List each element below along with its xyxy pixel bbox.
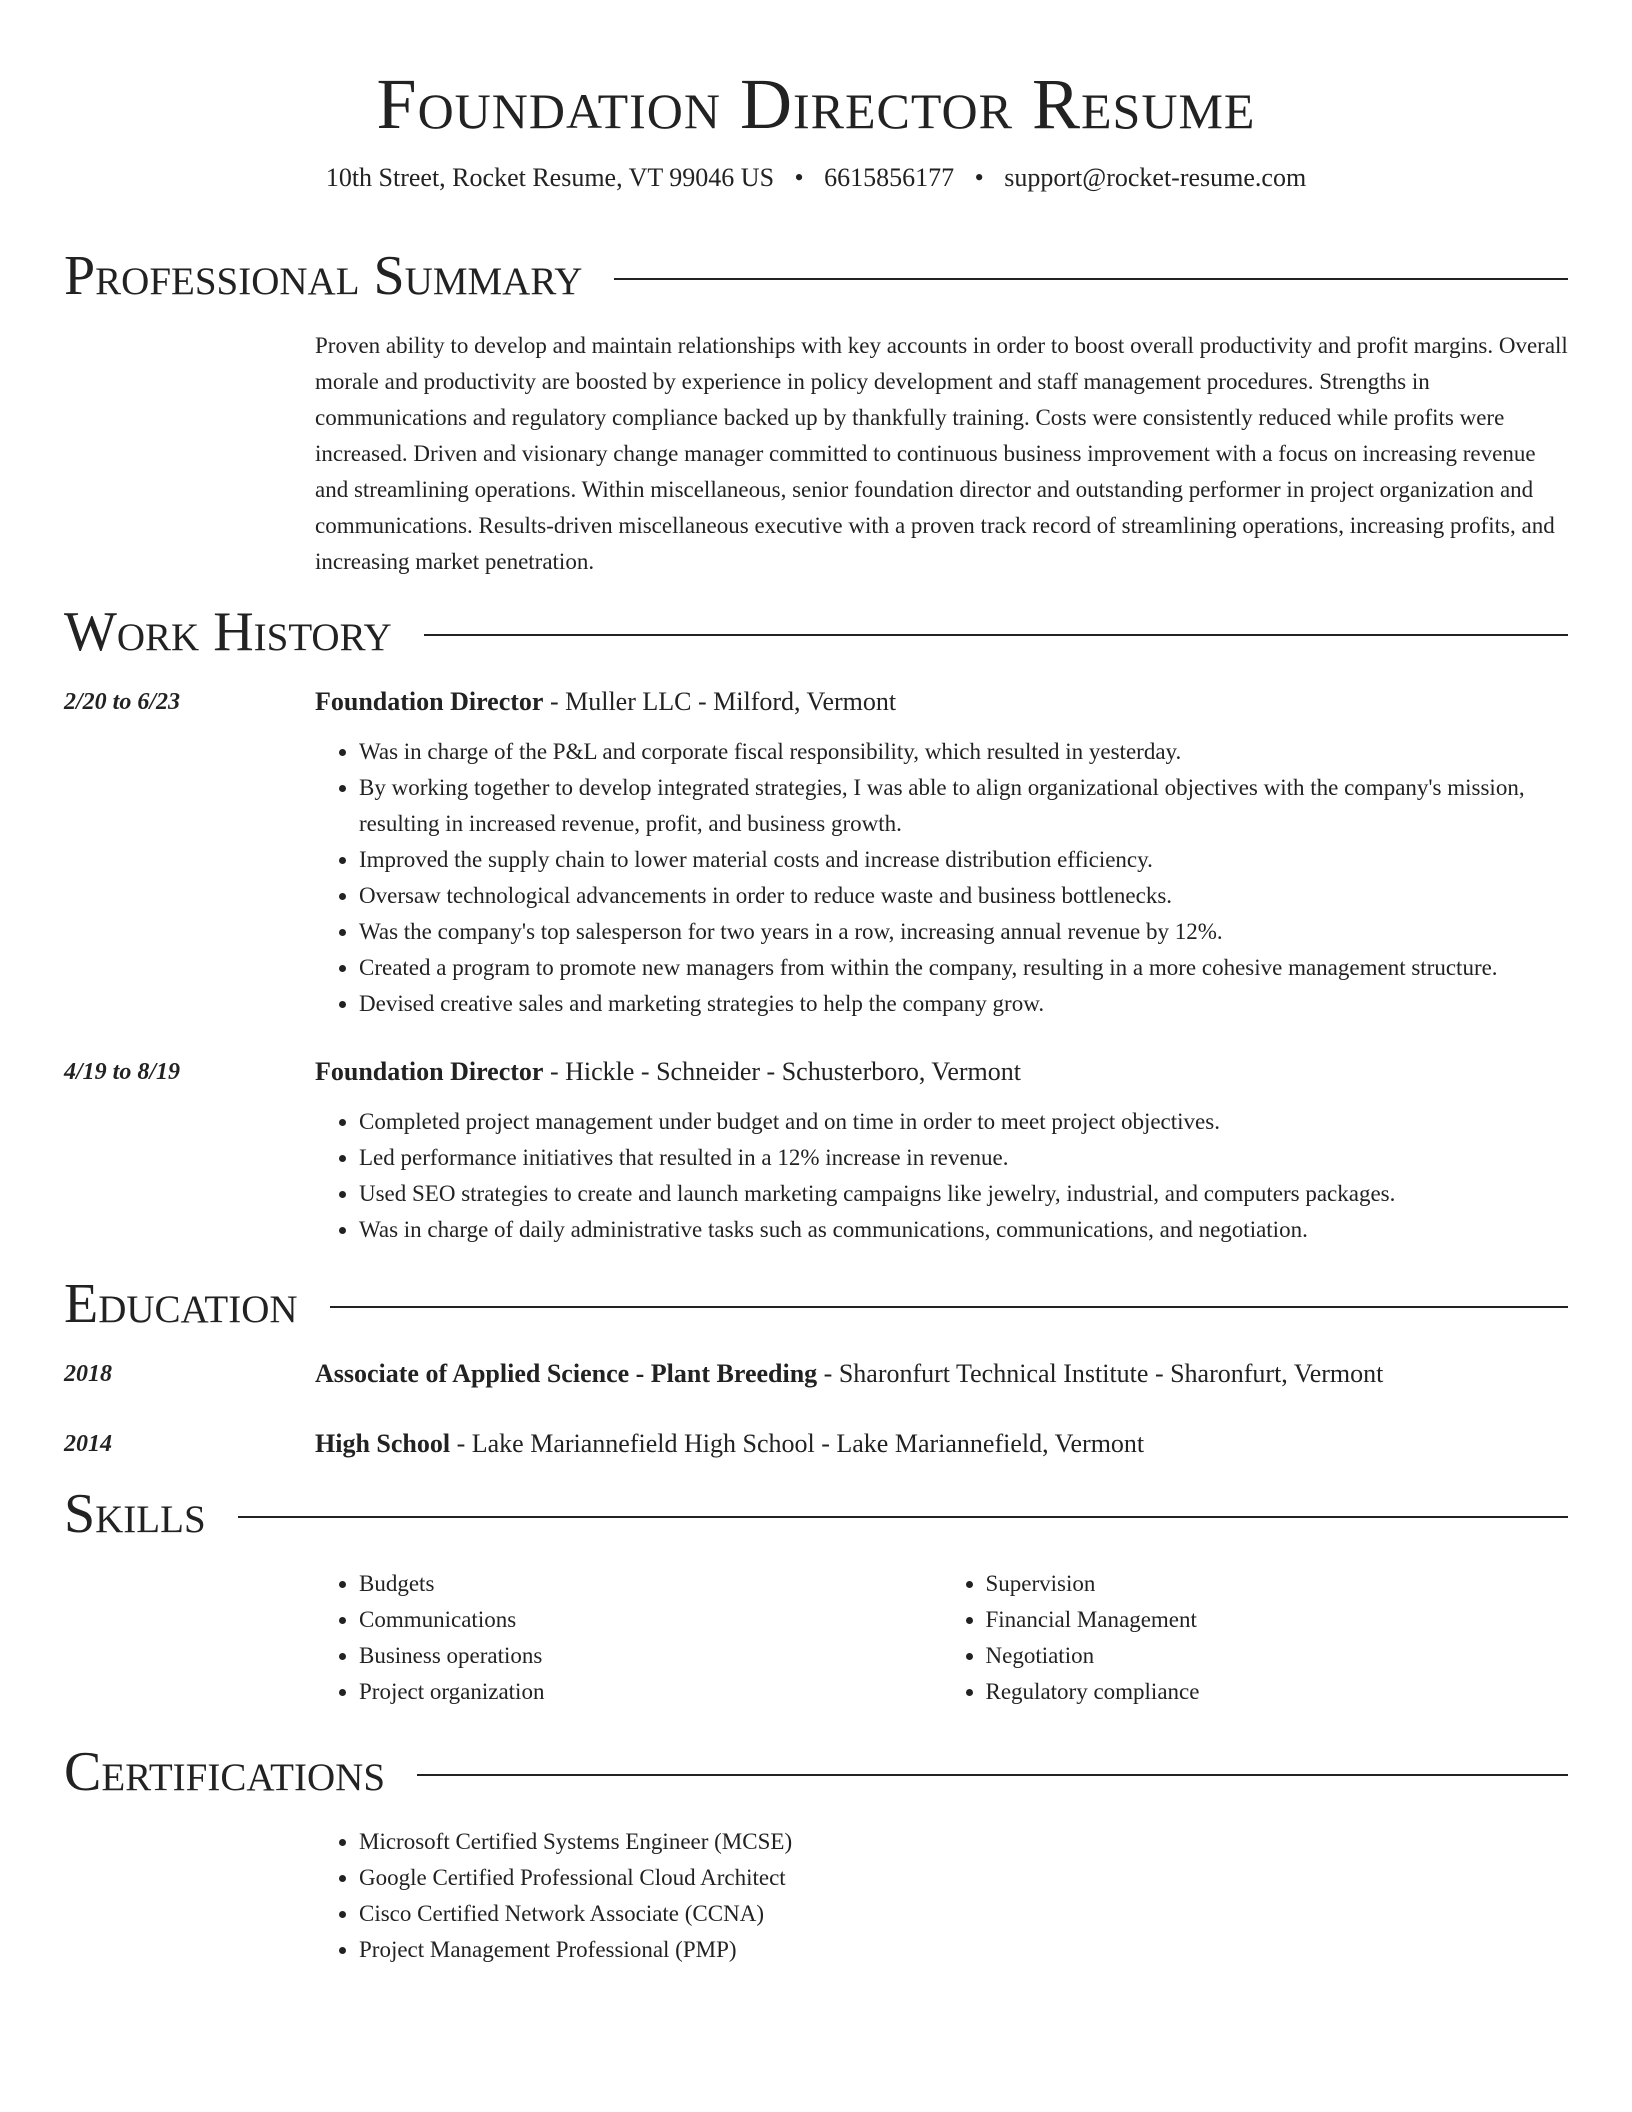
work-dates: 2/20 to 6/23 <box>64 689 181 715</box>
list-item: • Negotiation <box>986 1638 1569 1674</box>
contact-separator: • <box>794 163 804 192</box>
work-dates: 4/19 to 8/19 <box>64 1059 181 1085</box>
job-title: Foundation Director <box>315 1057 544 1086</box>
list-item: • Business operations <box>359 1638 942 1674</box>
contact-address: 10th Street, Rocket Resume, VT 99046 US <box>325 163 775 192</box>
job-details: - Muller LLC - Milford, Vermont <box>543 687 897 716</box>
list-item: • Microsoft Certified Systems Engineer (MCSE) <box>359 1824 1568 1860</box>
list-item: • Google Certified Professional Cloud Architect <box>359 1860 1568 1896</box>
section-title: Skills <box>64 1483 206 1545</box>
section-rule <box>417 1774 1568 1776</box>
section-title: Education <box>64 1273 298 1335</box>
skills-column-right <box>942 1566 1569 1710</box>
work-bullets <box>315 1104 1568 1248</box>
section-title: Certifications <box>64 1741 386 1803</box>
section-heading-skills <box>64 1482 1568 1546</box>
list-item: • Oversaw technological advancements in order to reduce waste and business bottlenecks. <box>359 878 1568 914</box>
section-title: Work History <box>64 601 392 663</box>
education-entry <box>64 1356 1568 1392</box>
contact-separator: • <box>974 163 984 192</box>
skills-list <box>315 1566 1568 1710</box>
work-entry <box>64 1054 1568 1248</box>
list-item: • Was the company's top salesperson for two years in a row, increasing annual revenue by 12%. <box>359 914 1568 950</box>
list-item: • By working together to develop integrated strategies, I was able to align organizational objectives with the company's mission, resulting in increased revenue, profit, and business growth. <box>359 770 1568 842</box>
education-heading <box>315 1356 1568 1392</box>
section-rule <box>238 1516 1568 1518</box>
work-heading <box>315 684 1568 720</box>
section-rule <box>424 634 1568 636</box>
list-item: • Cisco Certified Network Associate (CCNA) <box>359 1896 1568 1932</box>
section-title: Professional Summary <box>64 245 583 307</box>
work-body <box>315 1054 1568 1248</box>
section-heading-certifications <box>64 1740 1568 1804</box>
work-bullets <box>315 734 1568 1022</box>
section-heading-summary <box>64 244 1568 308</box>
degree: High School <box>315 1429 451 1458</box>
list-item: • Project organization <box>359 1674 942 1710</box>
list-item: • Was in charge of daily administrative tasks such as communications, communications, and negotiation. <box>359 1212 1568 1248</box>
work-body <box>315 684 1568 1022</box>
list-item: • Devised creative sales and marketing strategies to help the company grow. <box>359 986 1568 1022</box>
contact-phone: 6615856177 <box>824 163 955 192</box>
section-rule <box>330 1306 1568 1308</box>
resume-page <box>64 0 1568 1968</box>
work-entry <box>64 684 1568 1022</box>
list-item: • Led performance initiatives that resulted in a 12% increase in revenue. <box>359 1140 1568 1176</box>
education-entry <box>64 1426 1568 1462</box>
contact-email: support@rocket-resume.com <box>1004 163 1307 192</box>
list-item: • Was in charge of the P&L and corporate fiscal responsibility, which resulted in yesterday. <box>359 734 1568 770</box>
list-item: • Completed project management under budget and on time in order to meet project objectives. <box>359 1104 1568 1140</box>
school-details: - Sharonfurt Technical Institute - Sharonfurt, Vermont <box>817 1359 1384 1388</box>
list-item: • Improved the supply chain to lower material costs and increase distribution efficiency. <box>359 842 1568 878</box>
section-heading-work-history <box>64 600 1568 664</box>
section-rule <box>614 278 1568 280</box>
education-year: 2018 <box>64 1361 112 1387</box>
skills-column-left <box>315 1566 942 1710</box>
summary-text: Proven ability to develop and maintain relationships with key accounts in order to boost overall productivity and profit margins. Overall morale and productivity are boosted by experience in policy development and staff management procedures. Strengths in communications and regulatory compliance backed up by thankfully training. Costs were consistently reduced while profits were increased. Driven and visionary change manager committed to continuous business improvement with a focus on increasing revenue and streamlining operations. Within miscellaneous, senior foundation director and outstanding performer in project organization and communications. Results-driven miscellaneous executive with a proven track record of streamlining operations, increasing profits, and increasing market penetration. <box>315 333 1568 574</box>
list-item: • Financial Management <box>986 1602 1569 1638</box>
list-item: • Project Management Professional (PMP) <box>359 1932 1568 1968</box>
job-title: Foundation Director <box>315 687 544 716</box>
list-item: • Regulatory compliance <box>986 1674 1569 1710</box>
certifications-bullets <box>315 1824 1568 1968</box>
job-details: - Hickle - Schneider - Schusterboro, Vermont <box>543 1057 1021 1086</box>
list-item: • Created a program to promote new managers from within the company, resulting in a more cohesive management structure. <box>359 950 1568 986</box>
contact-line <box>64 162 1568 194</box>
list-item: • Budgets <box>359 1566 942 1602</box>
school-details: - Lake Mariannefield High School - Lake Mariannefield, Vermont <box>450 1429 1145 1458</box>
certifications-list <box>315 1824 1568 1968</box>
list-item: • Communications <box>359 1602 942 1638</box>
list-item: • Supervision <box>986 1566 1569 1602</box>
work-heading <box>315 1054 1568 1090</box>
education-heading <box>315 1426 1568 1462</box>
education-year: 2014 <box>64 1431 112 1457</box>
section-heading-education <box>64 1272 1568 1336</box>
list-item: • Used SEO strategies to create and launch marketing campaigns like jewelry, industrial, and computers packages. <box>359 1176 1568 1212</box>
degree: Associate of Applied Science - Plant Breeding <box>315 1359 818 1388</box>
resume-title: Foundation Director Resume <box>376 64 1256 144</box>
